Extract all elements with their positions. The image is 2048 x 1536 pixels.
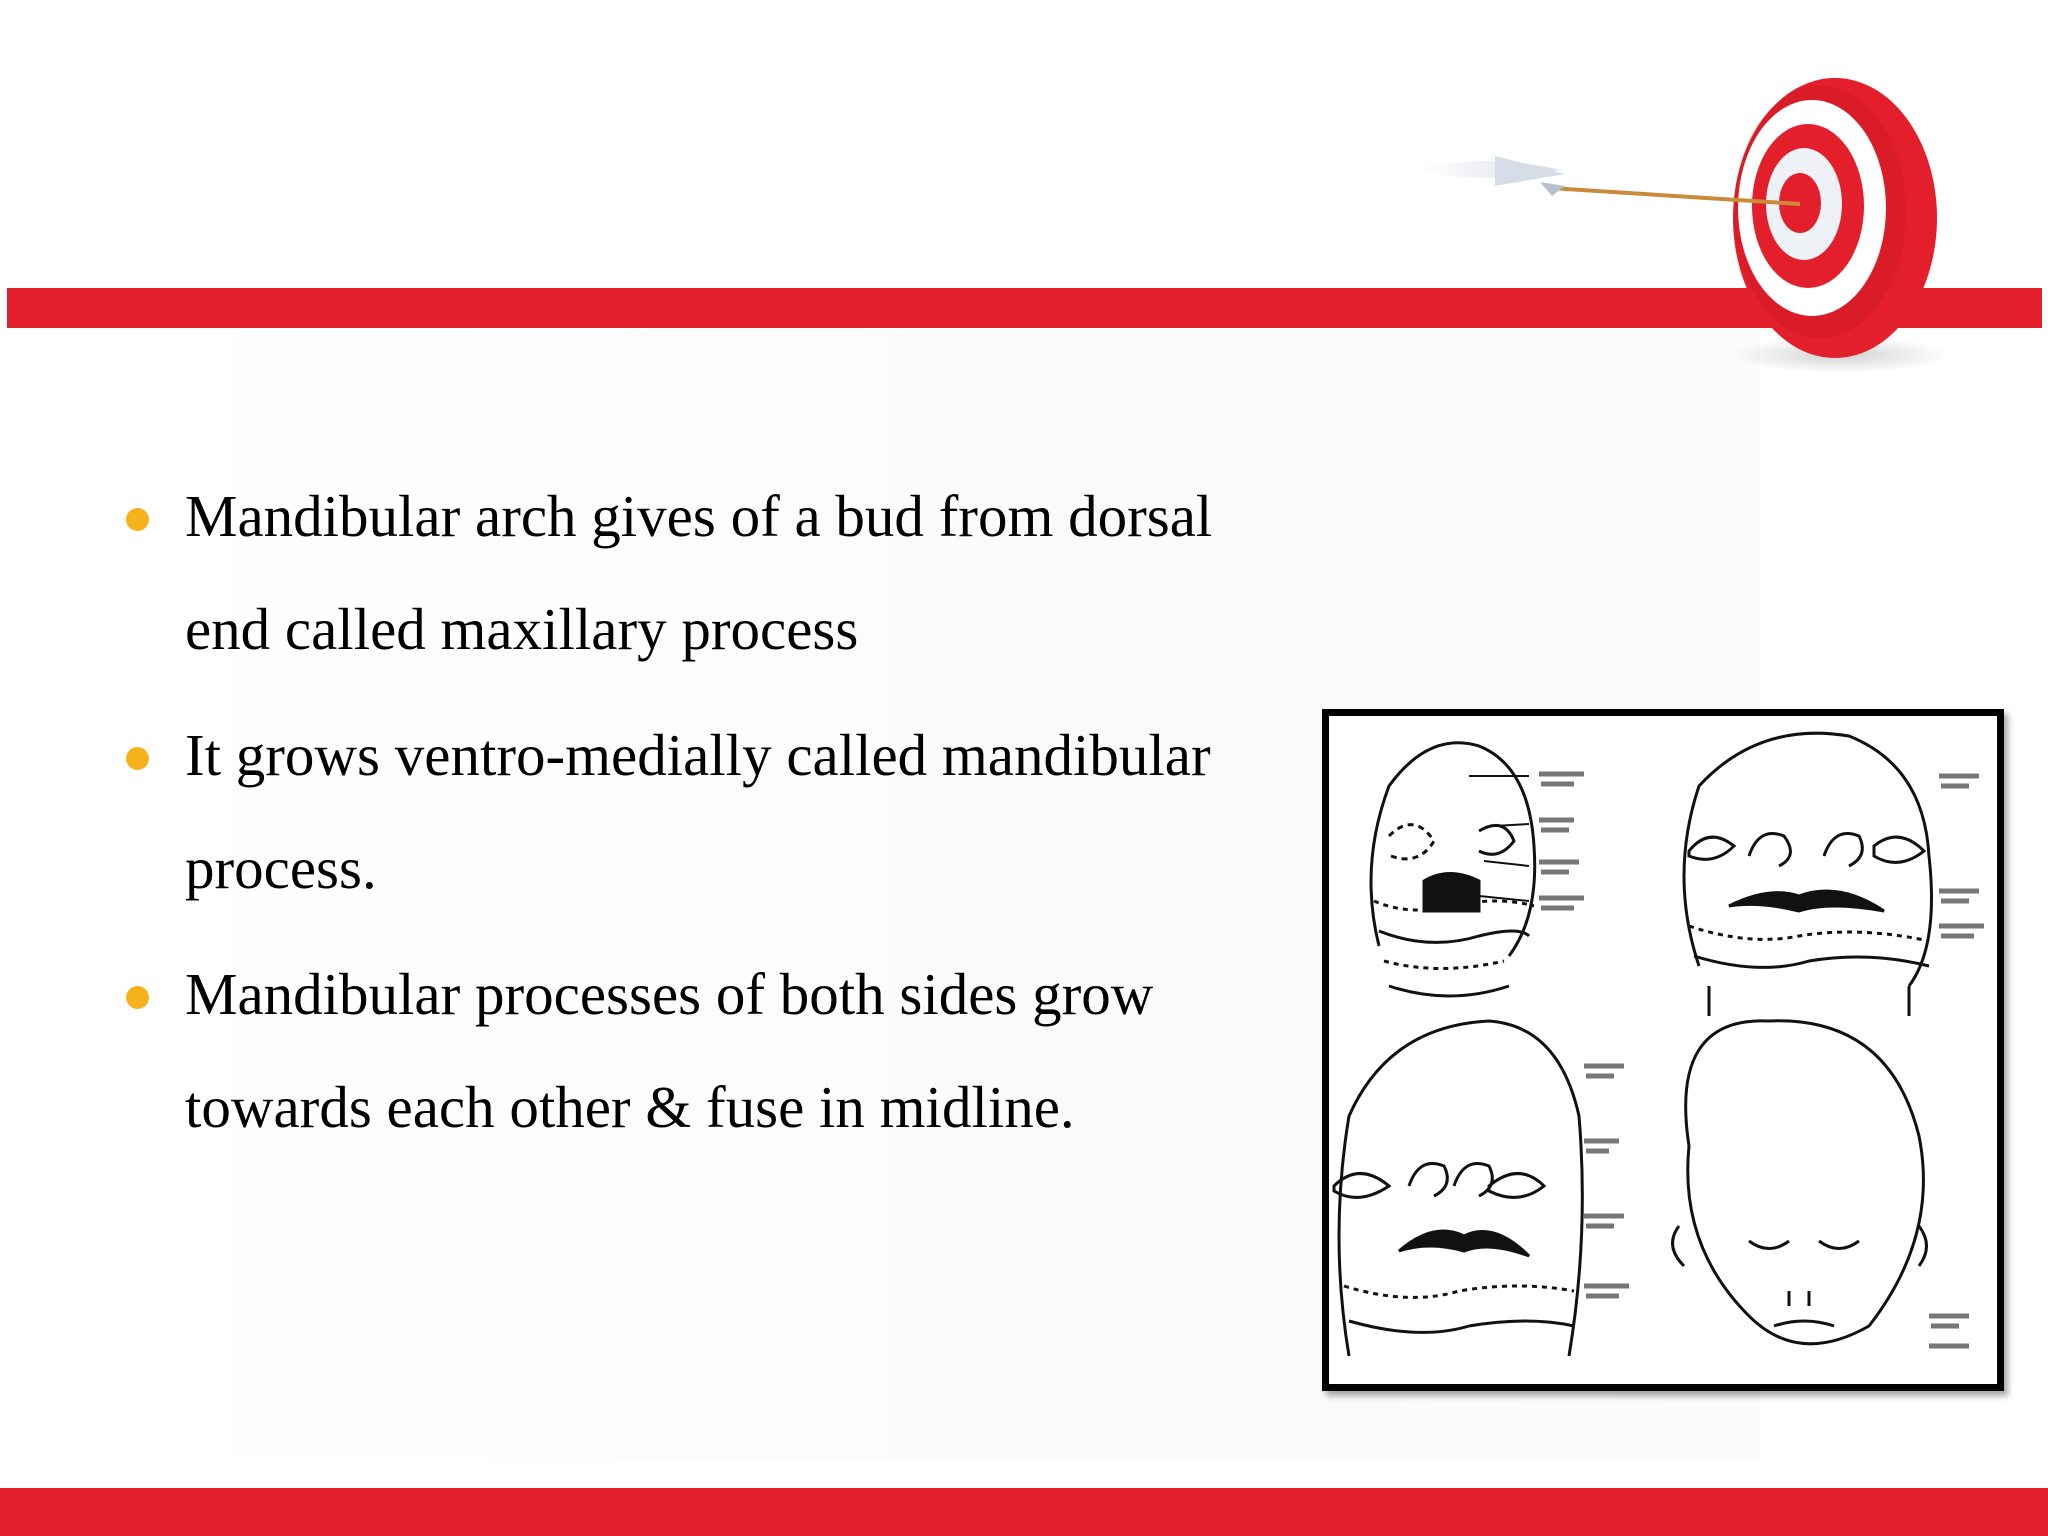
bullet-item: [120, 938, 1300, 1164]
bullet-line: Mandibular processes of both sides grow: [185, 961, 1154, 1027]
bullet-line: It grows ventro-medially called mandibular: [185, 722, 1211, 788]
face-stage-2-drawing: [1684, 733, 1984, 1016]
embryo-face-illustration: [1322, 709, 2004, 1391]
bullet-dot-icon: [126, 508, 149, 531]
face-stage-4-drawing: [1673, 1021, 1969, 1346]
bullet-dot-icon: [126, 747, 149, 770]
face-stage-1-drawing: [1371, 743, 1584, 996]
bullet-list: [120, 460, 1300, 1177]
target-icon: [1400, 70, 1960, 390]
bullet-item: [120, 460, 1300, 686]
bullet-line: process.: [185, 835, 377, 901]
bottom-accent-bar: [0, 1488, 2048, 1536]
face-stage-3-drawing: [1334, 1021, 1629, 1356]
bullet-item: [120, 699, 1300, 925]
bullet-line: end called maxillary process: [185, 596, 859, 662]
bullet-line: towards each other & fuse in midline.: [185, 1074, 1075, 1140]
bullet-line: Mandibular arch gives of a bud from dorsal: [185, 483, 1213, 549]
bullet-dot-icon: [126, 986, 149, 1009]
